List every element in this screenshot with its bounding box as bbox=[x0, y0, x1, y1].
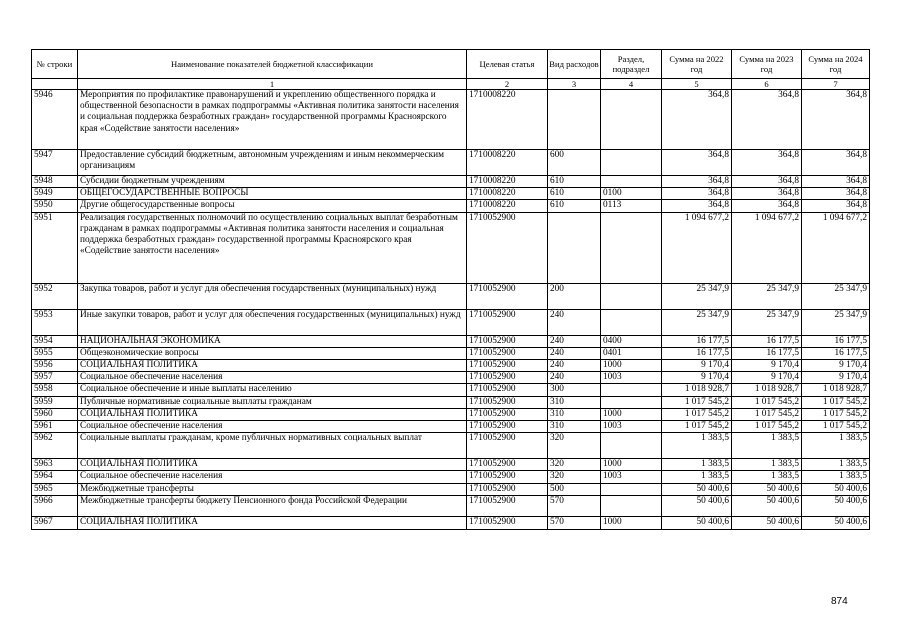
row-number: 5958 bbox=[32, 384, 78, 396]
row-number: 5963 bbox=[32, 459, 78, 471]
row-section: 1000 bbox=[601, 360, 662, 372]
table-row bbox=[32, 283, 870, 309]
row-name: Публичные нормативные социальные выплаты гражданам bbox=[78, 396, 467, 408]
row-name: Социальные выплаты гражданам, кроме публичных нормативных социальных выплат bbox=[78, 433, 467, 459]
row-sum-2023: 50 400,6 bbox=[732, 516, 802, 529]
row-section bbox=[601, 495, 662, 516]
row-expense-kind bbox=[548, 212, 601, 283]
row-number: 5951 bbox=[32, 212, 78, 283]
row-sum-2023: 1 017 545,2 bbox=[732, 396, 802, 408]
row-sum-2023: 16 177,5 bbox=[732, 347, 802, 359]
row-expense-kind: 500 bbox=[548, 483, 601, 495]
row-sum-2024: 1 018 928,7 bbox=[802, 384, 870, 396]
row-expense-kind: 310 bbox=[548, 421, 601, 433]
row-sum-2022: 16 177,5 bbox=[662, 347, 732, 359]
row-target-article: 1710052900 bbox=[467, 347, 548, 359]
row-expense-kind: 570 bbox=[548, 495, 601, 516]
row-sum-2022: 364,8 bbox=[662, 188, 732, 200]
row-name: СОЦИАЛЬНАЯ ПОЛИТИКА bbox=[78, 516, 467, 529]
column-number: 3 bbox=[548, 79, 601, 90]
row-target-article: 1710052900 bbox=[467, 408, 548, 420]
row-number: 5946 bbox=[32, 90, 78, 150]
row-sum-2023: 50 400,6 bbox=[732, 483, 802, 495]
row-name: Субсидии бюджетным учреждениям bbox=[78, 176, 467, 188]
row-name: Закупка товаров, работ и услуг для обеспечения государственных (муниципальных) нужд bbox=[78, 283, 467, 309]
row-sum-2022: 364,8 bbox=[662, 150, 732, 176]
column-number: 2 bbox=[467, 79, 548, 90]
row-sum-2022: 9 170,4 bbox=[662, 372, 732, 384]
row-number: 5967 bbox=[32, 516, 78, 529]
column-number: 1 bbox=[78, 79, 467, 90]
row-expense-kind: 240 bbox=[548, 360, 601, 372]
table-row bbox=[32, 176, 870, 188]
row-section: 0400 bbox=[601, 335, 662, 347]
row-section: 1000 bbox=[601, 516, 662, 529]
row-sum-2024: 50 400,6 bbox=[802, 483, 870, 495]
row-section: 1003 bbox=[601, 421, 662, 433]
table-body bbox=[32, 90, 870, 530]
row-target-article: 1710008220 bbox=[467, 200, 548, 212]
row-sum-2023: 1 383,5 bbox=[732, 433, 802, 459]
row-sum-2024: 1 017 545,2 bbox=[802, 408, 870, 420]
row-sum-2024: 364,8 bbox=[802, 200, 870, 212]
row-sum-2024: 364,8 bbox=[802, 150, 870, 176]
row-sum-2023: 1 017 545,2 bbox=[732, 408, 802, 420]
row-expense-kind: 300 bbox=[548, 384, 601, 396]
row-section bbox=[601, 384, 662, 396]
table-row bbox=[32, 396, 870, 408]
row-sum-2022: 25 347,9 bbox=[662, 283, 732, 309]
row-sum-2024: 364,8 bbox=[802, 176, 870, 188]
row-target-article: 1710008220 bbox=[467, 188, 548, 200]
row-target-article: 1710052900 bbox=[467, 396, 548, 408]
row-number: 5948 bbox=[32, 176, 78, 188]
row-target-article: 1710052900 bbox=[467, 384, 548, 396]
row-name: Социальное обеспечение населения bbox=[78, 421, 467, 433]
row-expense-kind: 200 bbox=[548, 283, 601, 309]
table-row bbox=[32, 347, 870, 359]
row-name: Реализация государственных полномочий по осуществлению социальных выплат безработным гражданам в рамках подпрограммы «Активная политика занятости населения и социальная поддержка безработных граждан» государственной программы Красноярского края «Содействие занятости населения» bbox=[78, 212, 467, 283]
table-row bbox=[32, 471, 870, 483]
row-sum-2022: 1 383,5 bbox=[662, 433, 732, 459]
row-name: Социальное обеспечение населения bbox=[78, 471, 467, 483]
page-number: 874 bbox=[831, 596, 848, 607]
row-sum-2022: 364,8 bbox=[662, 90, 732, 150]
row-target-article: 1710052900 bbox=[467, 212, 548, 283]
row-sum-2024: 1 383,5 bbox=[802, 471, 870, 483]
table-row bbox=[32, 309, 870, 335]
row-section bbox=[601, 283, 662, 309]
row-name: НАЦИОНАЛЬНАЯ ЭКОНОМИКА bbox=[78, 335, 467, 347]
row-sum-2024: 364,8 bbox=[802, 90, 870, 150]
header-2023: Сумма на 2023 год bbox=[732, 50, 802, 79]
row-target-article: 1710052900 bbox=[467, 335, 548, 347]
row-sum-2023: 364,8 bbox=[732, 176, 802, 188]
table-row bbox=[32, 483, 870, 495]
header-target: Целевая статья bbox=[467, 50, 548, 79]
row-target-article: 1710052900 bbox=[467, 360, 548, 372]
row-expense-kind: 320 bbox=[548, 433, 601, 459]
row-target-article: 1710052900 bbox=[467, 283, 548, 309]
row-sum-2022: 1 017 545,2 bbox=[662, 396, 732, 408]
row-name: Социальное обеспечение населения bbox=[78, 372, 467, 384]
row-expense-kind: 310 bbox=[548, 396, 601, 408]
header-2024: Сумма на 2024 год bbox=[802, 50, 870, 79]
row-sum-2022: 50 400,6 bbox=[662, 483, 732, 495]
table-row bbox=[32, 384, 870, 396]
row-number: 5961 bbox=[32, 421, 78, 433]
row-number: 5959 bbox=[32, 396, 78, 408]
row-sum-2022: 1 017 545,2 bbox=[662, 408, 732, 420]
row-number: 5954 bbox=[32, 335, 78, 347]
row-section bbox=[601, 483, 662, 495]
row-expense-kind: 600 bbox=[548, 150, 601, 176]
row-target-article: 1710052900 bbox=[467, 459, 548, 471]
row-number: 5949 bbox=[32, 188, 78, 200]
row-target-article: 1710052900 bbox=[467, 471, 548, 483]
column-number: 6 bbox=[732, 79, 802, 90]
row-expense-kind: 320 bbox=[548, 471, 601, 483]
row-name: Общеэкономические вопросы bbox=[78, 347, 467, 359]
row-sum-2024: 16 177,5 bbox=[802, 347, 870, 359]
row-number: 5966 bbox=[32, 495, 78, 516]
table-row bbox=[32, 516, 870, 529]
row-expense-kind: 240 bbox=[548, 335, 601, 347]
table-row bbox=[32, 495, 870, 516]
row-sum-2022: 50 400,6 bbox=[662, 495, 732, 516]
row-section bbox=[601, 212, 662, 283]
table-row bbox=[32, 188, 870, 200]
header-name: Наименование показателей бюджетной классификации bbox=[78, 50, 467, 79]
row-number: 5965 bbox=[32, 483, 78, 495]
row-sum-2023: 9 170,4 bbox=[732, 360, 802, 372]
row-section bbox=[601, 433, 662, 459]
row-name: ОБЩЕГОСУДАРСТВЕННЫЕ ВОПРОСЫ bbox=[78, 188, 467, 200]
row-sum-2022: 9 170,4 bbox=[662, 360, 732, 372]
row-sum-2023: 50 400,6 bbox=[732, 495, 802, 516]
row-sum-2024: 364,8 bbox=[802, 188, 870, 200]
row-sum-2023: 25 347,9 bbox=[732, 283, 802, 309]
row-section: 1003 bbox=[601, 372, 662, 384]
row-name: Предоставление субсидий бюджетным, автономным учреждениям и иным некоммерческим организациям bbox=[78, 150, 467, 176]
row-name: СОЦИАЛЬНАЯ ПОЛИТИКА bbox=[78, 459, 467, 471]
row-sum-2022: 364,8 bbox=[662, 176, 732, 188]
row-sum-2023: 364,8 bbox=[732, 188, 802, 200]
row-target-article: 1710052900 bbox=[467, 495, 548, 516]
row-sum-2024: 1 017 545,2 bbox=[802, 421, 870, 433]
table-row bbox=[32, 150, 870, 176]
row-sum-2022: 1 383,5 bbox=[662, 459, 732, 471]
row-number: 5950 bbox=[32, 200, 78, 212]
row-sum-2023: 364,8 bbox=[732, 150, 802, 176]
row-sum-2022: 364,8 bbox=[662, 200, 732, 212]
row-sum-2023: 16 177,5 bbox=[732, 335, 802, 347]
table-row bbox=[32, 212, 870, 283]
row-target-article: 1710052900 bbox=[467, 516, 548, 529]
row-sum-2024: 1 383,5 bbox=[802, 433, 870, 459]
row-section: 1000 bbox=[601, 459, 662, 471]
row-sum-2023: 1 383,5 bbox=[732, 471, 802, 483]
budget-table bbox=[31, 49, 870, 530]
row-section bbox=[601, 150, 662, 176]
row-target-article: 1710052900 bbox=[467, 433, 548, 459]
table-row bbox=[32, 433, 870, 459]
table-row bbox=[32, 90, 870, 150]
row-target-article: 1710052900 bbox=[467, 372, 548, 384]
row-target-article: 1710052900 bbox=[467, 421, 548, 433]
row-target-article: 1710052900 bbox=[467, 309, 548, 335]
column-number: 4 bbox=[601, 79, 662, 90]
row-sum-2022: 16 177,5 bbox=[662, 335, 732, 347]
row-sum-2024: 1 017 545,2 bbox=[802, 396, 870, 408]
row-sum-2023: 364,8 bbox=[732, 90, 802, 150]
row-sum-2022: 50 400,6 bbox=[662, 516, 732, 529]
row-name: Межбюджетные трансферты бюджету Пенсионного фонда Российской Федерации bbox=[78, 495, 467, 516]
row-name: Иные закупки товаров, работ и услуг для обеспечения государственных (муниципальных) нужд bbox=[78, 309, 467, 335]
row-name: СОЦИАЛЬНАЯ ПОЛИТИКА bbox=[78, 360, 467, 372]
row-number: 5955 bbox=[32, 347, 78, 359]
row-number: 5962 bbox=[32, 433, 78, 459]
row-expense-kind: 240 bbox=[548, 347, 601, 359]
row-sum-2024: 1 094 677,2 bbox=[802, 212, 870, 283]
row-number: 5952 bbox=[32, 283, 78, 309]
row-sum-2024: 25 347,9 bbox=[802, 283, 870, 309]
row-sum-2022: 1 094 677,2 bbox=[662, 212, 732, 283]
table-row bbox=[32, 408, 870, 420]
row-name: Социальное обеспечение и иные выплаты населению bbox=[78, 384, 467, 396]
row-number: 5957 bbox=[32, 372, 78, 384]
row-name: Межбюджетные трансферты bbox=[78, 483, 467, 495]
row-target-article: 1710008220 bbox=[467, 150, 548, 176]
header-section: Раздел, подраздел bbox=[601, 50, 662, 79]
row-number: 5953 bbox=[32, 309, 78, 335]
row-sum-2024: 25 347,9 bbox=[802, 309, 870, 335]
row-sum-2023: 25 347,9 bbox=[732, 309, 802, 335]
table-row bbox=[32, 421, 870, 433]
row-number: 5947 bbox=[32, 150, 78, 176]
row-expense-kind: 610 bbox=[548, 200, 601, 212]
row-expense-kind: 610 bbox=[548, 176, 601, 188]
row-sum-2022: 25 347,9 bbox=[662, 309, 732, 335]
row-target-article: 1710008220 bbox=[467, 90, 548, 150]
row-section bbox=[601, 90, 662, 150]
row-number: 5964 bbox=[32, 471, 78, 483]
row-sum-2023: 1 017 545,2 bbox=[732, 421, 802, 433]
row-expense-kind: 570 bbox=[548, 516, 601, 529]
row-section bbox=[601, 309, 662, 335]
row-section bbox=[601, 396, 662, 408]
table-row bbox=[32, 459, 870, 471]
row-expense-kind: 610 bbox=[548, 188, 601, 200]
row-sum-2024: 50 400,6 bbox=[802, 495, 870, 516]
row-name: Другие общегосударственные вопросы bbox=[78, 200, 467, 212]
row-sum-2023: 1 018 928,7 bbox=[732, 384, 802, 396]
row-name: СОЦИАЛЬНАЯ ПОЛИТИКА bbox=[78, 408, 467, 420]
table-row bbox=[32, 335, 870, 347]
table-row bbox=[32, 360, 870, 372]
row-section: 0100 bbox=[601, 188, 662, 200]
row-sum-2023: 1 383,5 bbox=[732, 459, 802, 471]
header-kind: Вид расходов bbox=[548, 50, 601, 79]
row-sum-2024: 16 177,5 bbox=[802, 335, 870, 347]
row-section bbox=[601, 176, 662, 188]
row-sum-2024: 1 383,5 bbox=[802, 459, 870, 471]
row-sum-2023: 9 170,4 bbox=[732, 372, 802, 384]
row-sum-2024: 9 170,4 bbox=[802, 360, 870, 372]
column-number bbox=[32, 79, 78, 90]
row-expense-kind: 310 bbox=[548, 408, 601, 420]
row-expense-kind: 320 bbox=[548, 459, 601, 471]
column-numbers-row bbox=[32, 79, 870, 90]
row-section: 1000 bbox=[601, 408, 662, 420]
row-target-article: 1710052900 bbox=[467, 483, 548, 495]
header-2022: Сумма на 2022 год bbox=[662, 50, 732, 79]
column-number: 7 bbox=[802, 79, 870, 90]
row-expense-kind: 240 bbox=[548, 309, 601, 335]
header-row bbox=[32, 50, 870, 79]
row-sum-2024: 50 400,6 bbox=[802, 516, 870, 529]
row-section: 1003 bbox=[601, 471, 662, 483]
header-row-no: № строки bbox=[32, 50, 78, 79]
row-name: Мероприятия по профилактике правонарушений и укреплению общественного порядка и общественной безопасности в рамках подпрограммы «Активная политика занятости населения и социальная поддержка безработных граждан» государственной программы Красноярского края «Содействие занятости населения» bbox=[78, 90, 467, 150]
column-number: 5 bbox=[662, 79, 732, 90]
table-row bbox=[32, 200, 870, 212]
row-sum-2022: 1 017 545,2 bbox=[662, 421, 732, 433]
row-expense-kind: 240 bbox=[548, 372, 601, 384]
row-sum-2022: 1 018 928,7 bbox=[662, 384, 732, 396]
table-row bbox=[32, 372, 870, 384]
row-section: 0401 bbox=[601, 347, 662, 359]
row-sum-2023: 364,8 bbox=[732, 200, 802, 212]
row-sum-2024: 9 170,4 bbox=[802, 372, 870, 384]
row-sum-2023: 1 094 677,2 bbox=[732, 212, 802, 283]
row-target-article: 1710008220 bbox=[467, 176, 548, 188]
row-number: 5960 bbox=[32, 408, 78, 420]
row-section: 0113 bbox=[601, 200, 662, 212]
row-expense-kind bbox=[548, 90, 601, 150]
row-number: 5956 bbox=[32, 360, 78, 372]
row-sum-2022: 1 383,5 bbox=[662, 471, 732, 483]
